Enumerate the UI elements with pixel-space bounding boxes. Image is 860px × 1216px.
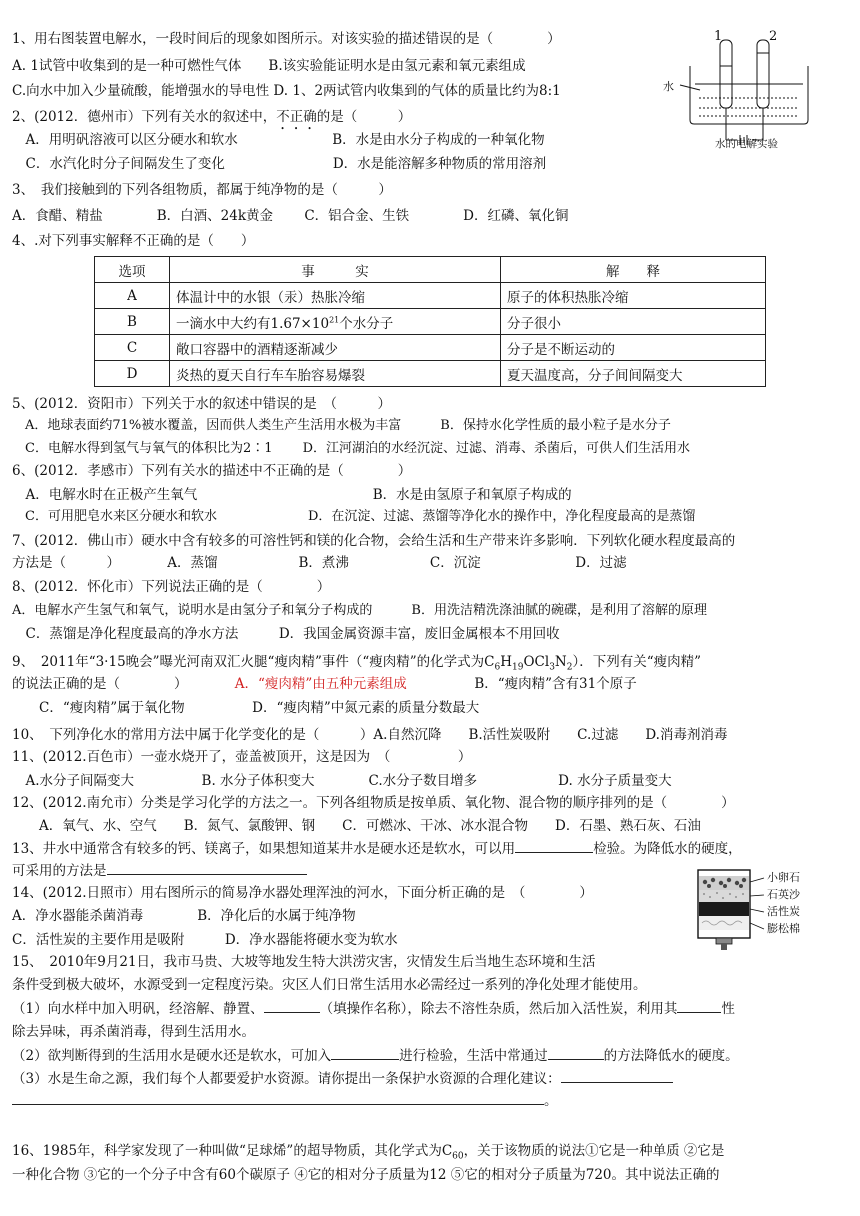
q3-stem: 3、 我们接触到的下列各组物质，都属于纯净物的是（ ） (12, 182, 392, 198)
label-cotton: 膨松棉 (767, 922, 800, 935)
row-option: A (95, 283, 170, 309)
q14-options-row1: A．净水器能杀菌消毒 B．净化后的水属于纯净物 (12, 908, 356, 924)
q14-stem: 14、(2012.日照市）用右图所示的简易净水器处理浑浊的河水，下面分析正确的是 （ ） (12, 885, 593, 901)
q2-stem: 2、(2012．德州市）下列有关水的叙述中，不正确的是（ ） (12, 109, 412, 125)
q15-blank-operation[interactable] (264, 998, 320, 1013)
q15-part2: （2）欲判断得到的生活用水是硬水还是软水，可加入 进行检验，生活中常通过 的方法降低水的硬度。 (12, 1045, 848, 1067)
q16-line2: 一种化合物 ③它的一个分子中含有60个碳原子 ④它的相对分子质量为12 ⑤它的相对分子质量为720。其中说法正确的 (12, 1167, 720, 1183)
q2-options-row2: C．水汽化时分子间隔发生了变化 D．水是能溶解多种物质的常用溶剂 (12, 156, 547, 172)
row-fact: 炎热的夏天自行车车胎容易爆裂 (170, 361, 501, 387)
row-fact: 敞口容器中的酒精逐渐减少 (170, 335, 501, 361)
row-fact: 一滴水中大约有$1.67\times 10^{21}$个水分子 (170, 309, 501, 335)
row-fact: 体温计中的水银（汞）热胀冷缩 (170, 283, 501, 309)
q13-blank-1[interactable] (515, 838, 593, 853)
q1-stem: 1、用右图装置电解水，一段时间后的现象如图所示。对该实验的描述错误的是（ ） (12, 31, 561, 47)
q7-stem: 7、(2012．佛山市）硬水中含有较多的可溶性钙和镁的化合物，会给生活和生产带来许多影响．下列软化硬水程度最高的 (12, 533, 736, 549)
q5-options-row2: C．电解水得到氢气与氧气的体积比为2∶1 D．江河湖泊的水经沉淀、过滤、消毒、杀菌后，可供人们生活用水 (12, 441, 691, 456)
table-row (95, 283, 766, 309)
q1-options-row2: C.向水中加入少量硫酸，能增强水的导电性 D. 1、2两试管内收集到的气体的质量比约为8:1 (12, 83, 561, 99)
facts-table (94, 256, 766, 387)
row-explanation: 夏天温度高，分子间间隔变大 (501, 361, 766, 387)
q15-blank-reagent[interactable] (331, 1045, 399, 1060)
row-explanation: 原子的体积热胀冷缩 (501, 283, 766, 309)
table-row (95, 335, 766, 361)
table-header-row (95, 257, 766, 283)
q11-options: A.水分子间隔变大 B. 水分子体积变大 C.水分子数目增多 D. 水分子质量变大 (12, 773, 672, 789)
q7-options: 方法是（ ） A．蒸馏 B．煮沸 C．沉淀 D．过滤 (12, 555, 627, 571)
q8-options-row1: A．电解水产生氢气和氧气，说明水是由氢分子和氧分子构成的 B．用洗洁精洗涤油腻的碗碟，是利用了溶解的原理 (12, 603, 707, 618)
row-explanation: 分子是不断运动的 (501, 335, 766, 361)
q3-options: A．食醋、精盐 B．白酒、24k黄金 C．铝合金、生铁 D．红磷、氧化铜 (12, 208, 569, 224)
header-option: 选项 (95, 257, 170, 283)
label-pebbles: 小卵石 (767, 871, 800, 884)
header-fact: 事 实 (170, 257, 501, 283)
q6-options-row1: A．电解水时在正极产生氧气 B．水是由氢原子和氧原子构成的 (12, 487, 572, 503)
label-quartz-sand: 石英沙 (767, 888, 800, 901)
q16-line1: 16、1985年，科学家发现了一种叫做“足球烯”的超导物质，其化学式为$C_{60}$，关于该物质的说法①它是一种单质 ②它是 (12, 1143, 725, 1162)
q13-line2: 可采用的方法是 (12, 860, 848, 882)
q6-stem: 6、(2012．孝感市）下列有关水的描述中不正确的是（ ） (12, 463, 412, 479)
q15-part3-cont: 。 (12, 1090, 848, 1112)
q13-line1: 13、井水中通常含有较多的钙、镁离子，如果想知道某井水是硬水还是软水，可以用 检验。为降低水的硬度， (12, 838, 848, 860)
q11-stem: 11、(2012.百色市）一壶水烧开了，壶盖被顶开，这是因为 （ ） (12, 749, 472, 765)
q15-context: 条件受到极大破坏，水源受到一定程度污染。灾区人们日常生活用水必需经过一系列的净化处理才能使用。 (12, 977, 647, 993)
water-label: 水 (663, 80, 674, 93)
table-row (95, 309, 766, 335)
q6-options-row2: C．可用肥皂水来区分硬水和软水 D．在沉淀、过滤、蒸馏等净化水的操作中，净化程度最高的是蒸馏 (12, 509, 696, 524)
q9-options-row2: C．“瘦肉精”属于氧化物 D．“瘦肉精”中氮元素的质量分数最大 (12, 700, 480, 716)
q15-blank-method[interactable] (548, 1045, 604, 1060)
tube1-label: 1 (714, 29, 723, 44)
q9-options-row1: 的说法正确的是（ ） A．“瘦肉精”由五种元素组成 B．“瘦肉精”含有31个原子 (12, 676, 637, 692)
q5-options-row1: A．地球表面约71%被水覆盖，因而供人类生产生活用水极为丰富 B．保持水化学性质的最小粒子是水分子 (12, 418, 671, 433)
q4-stem: 4、.对下列事实解释不正确的是（ ） (12, 233, 255, 249)
water-purifier-figure (690, 868, 855, 953)
q15-stem: 15、 2010年9月21日，我市马贵、大坡等地发生特大洪涝灾害，灾情发生后当地生态环境和生活 (12, 954, 596, 970)
tube2-label: 2 (769, 29, 778, 44)
q15-part1-cont: 除去异味，再杀菌消毒，得到生活用水。 (12, 1024, 255, 1040)
q10-line: 10、 下列净化水的常用方法中属于化学变化的是（ ）A.自然沉降 B.活性炭吸附 C.过滤 D.消毒剂消毒 (12, 727, 728, 743)
q12-options: A．氧气、水、空气 B．氮气、氯酸钾、钢 C．可燃冰、干冰、冰水混合物 D．石墨、熟石灰、石油 (12, 818, 701, 834)
q5-stem: 5、(2012．资阳市）下列关于水的叙述中错误的是 （ ） (12, 396, 391, 412)
row-option: D (95, 361, 170, 387)
q15-blank-property[interactable] (677, 998, 721, 1013)
q2-options-row1: A．用明矾溶液可以区分硬水和软水 B．水是由水分子构成的一种氧化物 (12, 132, 545, 148)
q8-stem: 8、(2012．怀化市）下列说法正确的是（ ） (12, 579, 331, 595)
q14-options-row2: C．活性炭的主要作用是吸附 D．净水器能将硬水变为软水 (12, 932, 398, 948)
q9-stem: 9、 2011年“3·15晚会”曝光河南双汇火腿“瘦肉精”事件（“瘦肉精”的化学式为$C_6H_{19}OCl_3N_2$）．下列有关“瘦肉精” (12, 654, 702, 673)
header-explanation: 解 释 (501, 257, 766, 283)
q1-options-row1: A. 1试管中收集到的是一种可燃性气体 B.该实验能证明水是由氢元素和氧元素组成 (12, 58, 526, 74)
row-option: C (95, 335, 170, 361)
q15-part3: （3）水是生命之源，我们每个人都要爱护水资源。请你提出一条保护水资源的合理化建议： (12, 1068, 848, 1090)
label-activated-carbon: 活性炭 (767, 905, 800, 918)
q13-blank-2[interactable] (107, 860, 307, 875)
row-explanation: 分子很小 (501, 309, 766, 335)
figure-caption: 水的电解实验 (715, 138, 778, 150)
q8-options-row2: C．蒸馏是净化程度最高的净水方法 D．我国金属资源丰富，废旧金属根本不用回收 (12, 626, 560, 642)
q15-blank-suggestion-1[interactable] (561, 1068, 673, 1083)
q12-stem: 12、(2012.南允市）分类是学习化学的方法之一。下列各组物质是按单质、氧化物、混合物的顺序排列的是（ ） (12, 795, 735, 811)
q15-blank-suggestion-2[interactable] (12, 1090, 544, 1105)
q15-part1: （1）向水样中加入明矾，经溶解、静置、 （填操作名称），除去不溶性杂质，然后加入活性炭，利用其 性 (12, 998, 848, 1020)
row-option: B (95, 309, 170, 335)
q9-option-a-highlighted: A．“瘦肉精”由五种元素组成 (234, 676, 407, 692)
table-row (95, 361, 766, 387)
